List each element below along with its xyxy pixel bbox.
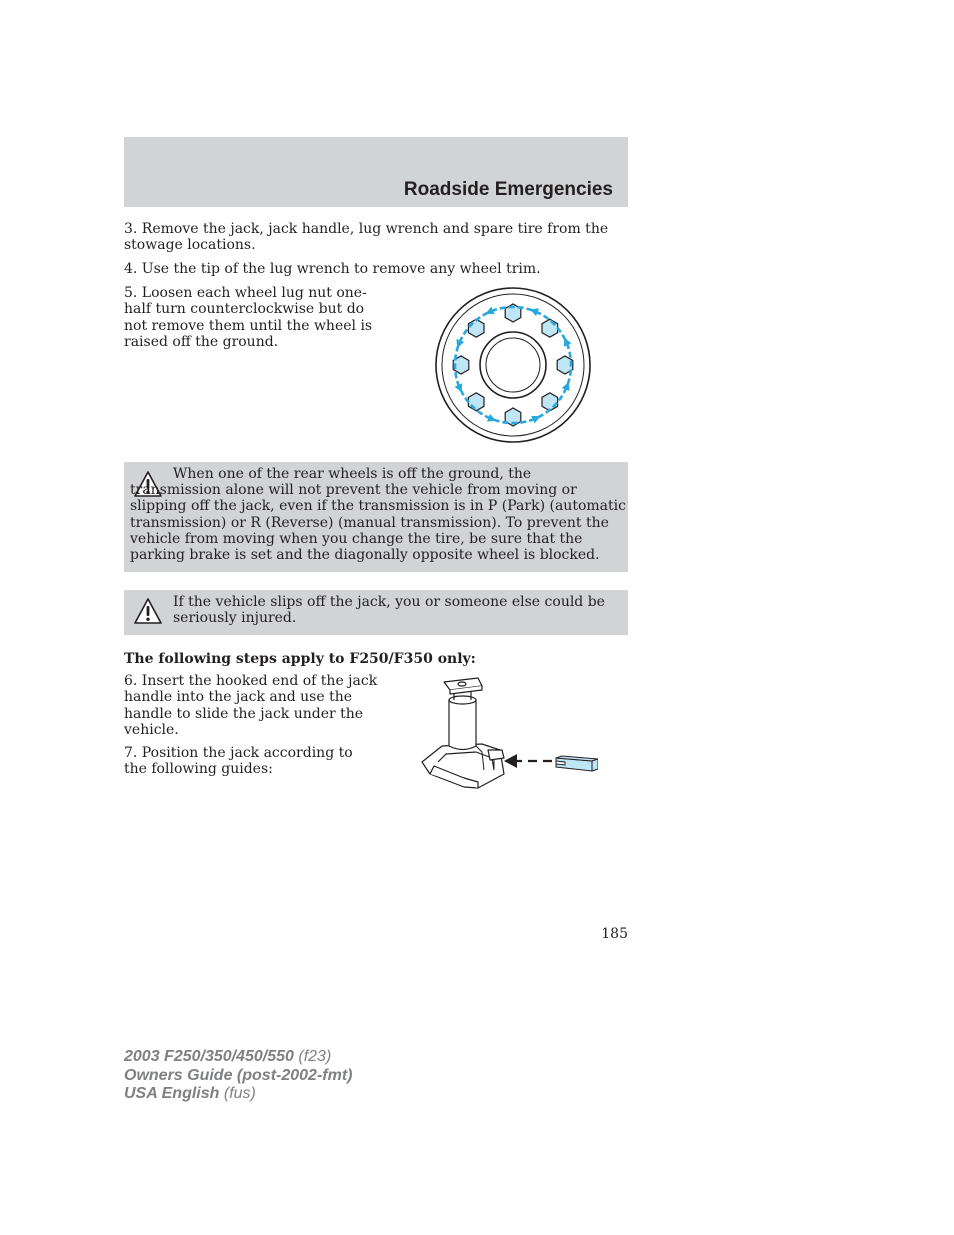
warning-box-jack — [124, 590, 628, 635]
step-3-text: 3. Remove the jack, jack handle, lug wrench and spare tire from the stowage locations. — [124, 221, 609, 254]
warning-text-parking: When one of the rear wheels is off the ground, the transmission alone will not prevent the vehicle from moving or slipping off the jack, even if the transmission is in P (Park) (automatic transmission) or R (Reverse) (manual transmission). To prevent the vehicle from moving when you change the tire, be sure that the parking brake is set and the diagonally opposite wheel is blocked. — [130, 466, 626, 564]
footer-line-guide: Owners Guide (post-2002-fmt) — [124, 1066, 353, 1084]
lug-nut-icon — [542, 319, 558, 337]
warning-box-parking — [124, 462, 628, 572]
lug-nut-icon — [468, 319, 484, 337]
step-4-text: 4. Use the tip of the lug wrench to remove any wheel trim. — [124, 261, 541, 277]
wheel-lug-nut-diagram-icon — [428, 282, 598, 452]
steps-subheading: The following steps apply to F250/F350 only: — [124, 651, 476, 667]
footer-line-language: USA English (fus) — [124, 1085, 256, 1102]
lug-nut-icon — [468, 393, 484, 411]
jack-handle-diagram-icon — [416, 674, 598, 792]
step-6-text: 6. Insert the hooked end of the jack handle into the jack and use the handle to slide the jack under the vehicle. — [124, 673, 378, 738]
warning-text-jack: If the vehicle slips off the jack, you or someone else could be seriously injured. — [173, 594, 605, 627]
step-7-text: 7. Position the jack according to the following guides: — [124, 745, 353, 778]
section-header-band — [124, 137, 628, 207]
footer-line-model: 2003 F250/350/450/550 (f23) — [124, 1048, 332, 1065]
page-number: 185 — [601, 926, 628, 942]
section-title: Roadside Emergencies — [403, 179, 613, 200]
step-5-text: 5. Loosen each wheel lug nut one-half turn counterclockwise but do not remove them until the wheel is raised off the ground. — [124, 285, 373, 350]
lug-nut-icon — [542, 393, 558, 411]
warning-triangle-icon — [133, 597, 163, 625]
document-footer — [124, 1048, 352, 1104]
